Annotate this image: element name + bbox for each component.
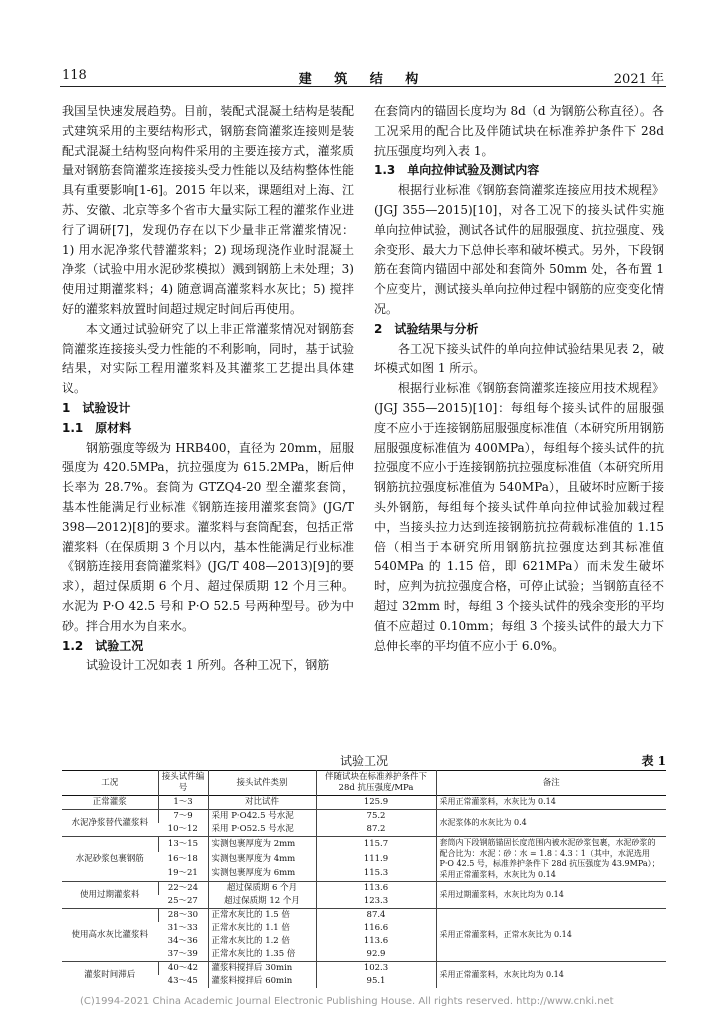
table-header-row xyxy=(62,771,666,796)
remark-cell: 采用过期灌浆料，水灰比均为 0.14 xyxy=(436,882,666,909)
type-cell: 灌浆料搅拌后 30min xyxy=(208,962,316,976)
cnki-watermark: (C)1994-2021 China Academic Journal Electronic Publishing House. All rights reserved. http://www.cnki.net xyxy=(80,996,614,1007)
subsection-heading: 1.3 单向拉伸试验及测试内容 xyxy=(374,163,540,178)
remark-cell: 采用正常灌浆料，水灰比为 0.14 xyxy=(436,796,666,810)
table-row xyxy=(62,882,666,896)
id-cell: 13～15 xyxy=(158,837,208,852)
right-column xyxy=(374,102,664,656)
table-row xyxy=(62,810,666,824)
id-cell: 19～21 xyxy=(167,868,198,879)
id-cell: 10～12 xyxy=(167,824,198,834)
case-cell: 正常灌浆 xyxy=(92,797,127,807)
table-caption xyxy=(62,752,666,768)
paragraph: 在套筒内的锚固长度均为 8d（d 为钢筋公称直径）。各工况采用的配合比及伴随试块在标准养护条件下 28d 抗压强度均列入表 1。 xyxy=(374,104,664,158)
case-cell: 水泥砂浆包裹钢筋 xyxy=(75,853,144,864)
header-case: 工况 xyxy=(101,777,119,788)
remark-cell: 采用正常灌浆料，水灰比均为 0.14 xyxy=(436,962,666,989)
id-cell: 22～24 xyxy=(158,882,208,896)
table-row xyxy=(62,909,666,923)
strength-cell: 95.1 xyxy=(316,975,436,988)
id-cell: 31～33 xyxy=(167,923,198,933)
header-specimen-id: 接头试件编号 xyxy=(158,771,208,796)
remark-cell: 水泥浆体的水灰比为 0.4 xyxy=(436,810,666,837)
subsection-heading: 1.1 原材料 xyxy=(62,420,132,435)
strength-cell: 102.3 xyxy=(316,962,436,976)
remark-cell: 采用正常灌浆料，正常水灰比为 0.14 xyxy=(436,909,666,962)
type-cell: 对比试件 xyxy=(208,796,316,810)
header-remark: 备注 xyxy=(436,771,666,796)
strength-cell: 116.6 xyxy=(316,922,436,935)
section-heading: 1 试验设计 xyxy=(62,400,131,415)
id-cell: 34～36 xyxy=(167,936,198,946)
left-column xyxy=(62,102,354,676)
strength-cell: 87.4 xyxy=(316,909,436,923)
type-cell: 灌浆料搅拌后 60min xyxy=(208,975,316,988)
type-cell: 实测包裹厚度为 6mm xyxy=(208,866,316,881)
remark-cell: 套筒内下段钢筋锚固长度范围内被水泥砂浆包裹，水泥砂浆的配合比为：水泥∶砂∶水 = 1.8∶4.3∶1（其中，水泥选用 P·O 42.5 号，标准养护条件下 28d 抗压强度为 43.9MPa）；采用正常灌浆料，水灰比为 0.14 xyxy=(436,837,666,882)
page-header xyxy=(60,66,666,87)
publication-year: 2021 年 xyxy=(613,72,664,87)
type-cell: 超过保质期 12 个月 xyxy=(208,895,316,909)
id-cell: 40～42 xyxy=(158,962,208,976)
paragraph: 根据行业标准《钢筋套筒灌浆连接应用技术规程》(JGJ 355—2015)[10]，对各工况下的接头试件实施单向拉伸试验，测试各试件的屈服强度、抗拉强度、残余变形、最大力下总伸长率和破坏模式。另外，下段钢筋在套筒内锚固中部处和套筒外 50mm 处，各布置 1 个应变片，测试接头单向拉伸过程中钢筋的应变变化情况。 xyxy=(374,183,664,316)
type-cell: 正常水灰比的 1.5 倍 xyxy=(208,909,316,923)
id-cell: 16～18 xyxy=(167,853,198,864)
id-cell: 1～3 xyxy=(158,796,208,810)
paragraph: 我国呈快速发展趋势。目前，装配式混凝土结构是装配式建筑采用的主要结构形式，钢筋套筒灌浆连接则是装配式混凝土结构竖向构件采用的主要连接方式，灌浆质量对钢筋套筒灌浆连接接头受力性能以及结构整体性能具有重要影响[1-6]。2015 年以来，课题组对上海、江苏、安徽、北京等多个省市大量实际工程的灌浆作业进行了调研[7]，发现仍存在以下少量非正常灌浆情况：1) 用水泥净浆代替灌浆料；2) 现场现浇作业时混凝土净浆（试验中用水泥砂浆模拟）溅到钢筋上未处理；3) 使用过期灌浆料；4) 随意调高灌浆料水灰比；5) 搅拌好的灌浆料放置时间超过规定时间后再使用。 xyxy=(62,104,354,316)
case-cell: 灌浆时间滞后 xyxy=(84,969,136,980)
id-cell: 25～27 xyxy=(167,896,198,906)
id-cell: 28～30 xyxy=(158,909,208,923)
journal-title: 建 筑 结 构 xyxy=(298,72,428,87)
table-row xyxy=(62,796,666,810)
test-conditions-table xyxy=(62,770,666,988)
strength-cell: 115.3 xyxy=(316,866,436,881)
table-number: 表 1 xyxy=(641,754,666,768)
header-specimen-type: 接头试件类别 xyxy=(208,771,316,796)
case-cell: 水泥净浆替代灌浆料 xyxy=(71,817,148,828)
page-number: 118 xyxy=(62,68,87,83)
type-cell: 实测包裹厚度为 4mm xyxy=(208,852,316,867)
strength-cell: 75.2 xyxy=(316,810,436,824)
type-cell: 正常水灰比的 1.35 倍 xyxy=(208,948,316,962)
strength-cell: 125.9 xyxy=(316,796,436,810)
table-row xyxy=(62,962,666,976)
id-cell: 43～45 xyxy=(167,976,198,986)
case-cell: 使用过期灌浆料 xyxy=(79,889,140,900)
table-title: 试验工况 xyxy=(339,754,388,768)
paragraph: 各工况下接头试件的单向拉伸试验结果见表 2，破坏模式如图 1 所示。 xyxy=(374,341,664,376)
case-cell: 使用高水灰比灌浆料 xyxy=(71,929,148,940)
type-cell: 实测包裹厚度为 2mm xyxy=(208,837,316,852)
id-cell: 7～9 xyxy=(158,810,208,824)
subsection-heading: 1.2 试验工况 xyxy=(62,638,144,653)
type-cell: 正常水灰比的 1.1 倍 xyxy=(208,922,316,935)
strength-cell: 113.6 xyxy=(316,935,436,948)
type-cell: 正常水灰比的 1.2 倍 xyxy=(208,935,316,948)
paragraph: 试验设计工况如表 1 所列。各种工况下，钢筋 xyxy=(86,658,330,673)
type-cell: 超过保质期 6 个月 xyxy=(208,882,316,896)
strength-cell: 87.2 xyxy=(316,823,436,837)
header-strength: 伴随试块在标准养护条件下 28d 抗压强度/MPa xyxy=(316,771,436,796)
paragraph: 钢筋强度等级为 HRB400，直径为 20mm，屈服强度为 420.5MPa，抗拉强度为 615.2MPa，断后伸长率为 28.7%。套筒为 GTZQ4-20 型全灌浆套筒，基本性能满足行业标准《钢筋连接用灌浆套筒》(JG/T 398—2012)[8]的要求。灌浆料与套筒配套，包括正常灌浆料（在保质期 3 个月以内，基本性能满足行业标准《钢筋连接用套筒灌浆料》(JG/T 408—2013)[9]的要求），超过保质期 6 个月、超过保质期 12 个月三种。水泥为 P·O 42.5 号和 P·O 52.5 号两种型号。砂为中砂。拌合用水为自来水。 xyxy=(62,440,354,633)
strength-cell: 113.6 xyxy=(316,882,436,896)
strength-cell: 115.7 xyxy=(316,837,436,852)
paragraph: 本文通过试验研究了以上非正常灌浆情况对钢筋套筒灌浆连接接头受力性能的不利影响，同时，基于试验结果，对实际工程用灌浆料及其灌浆工艺提出具体建议。 xyxy=(62,321,354,396)
type-cell: 采用 P·O42.5 号水泥 xyxy=(208,810,316,824)
section-heading: 2 试验结果与分析 xyxy=(374,321,479,336)
table-row xyxy=(62,837,666,852)
paragraph: 根据行业标准《钢筋套筒灌浆连接应用技术规程》(JGJ 355—2015)[10]：每组每个接头试件的屈服强度不应小于连接钢筋屈服强度标准值（本研究所用钢筋屈服强度标准值为 400MPa），每组每个接头试件的抗拉强度不应小于连接钢筋抗拉强度标准值（本研究所用钢筋抗拉强度标准值为 540MPa），且破坏时应断于接头外钢筋，每组每个接头试件单向拉伸试验加载过程中，当接头拉力达到连接钢筋抗拉荷载标准值的 1.15 倍（相当于本研究所用钢筋抗拉强度达到其标准值 540MPa 的 1.15 倍，即 621MPa）而未发生破坏时，应判为抗拉强度合格，可停止试验；当钢筋直径不超过 32mm 时，每组 3 个接头试件的残余变形的平均值不应超过 0.10mm；每组 3 个接头试件的最大力下总伸长率的平均值不应小于 6.0%。 xyxy=(374,381,664,653)
strength-cell: 123.3 xyxy=(316,895,436,909)
strength-cell: 92.9 xyxy=(316,948,436,962)
type-cell: 采用 P·O52.5 号水泥 xyxy=(208,823,316,837)
strength-cell: 111.9 xyxy=(316,852,436,867)
id-cell: 37～39 xyxy=(167,949,198,959)
